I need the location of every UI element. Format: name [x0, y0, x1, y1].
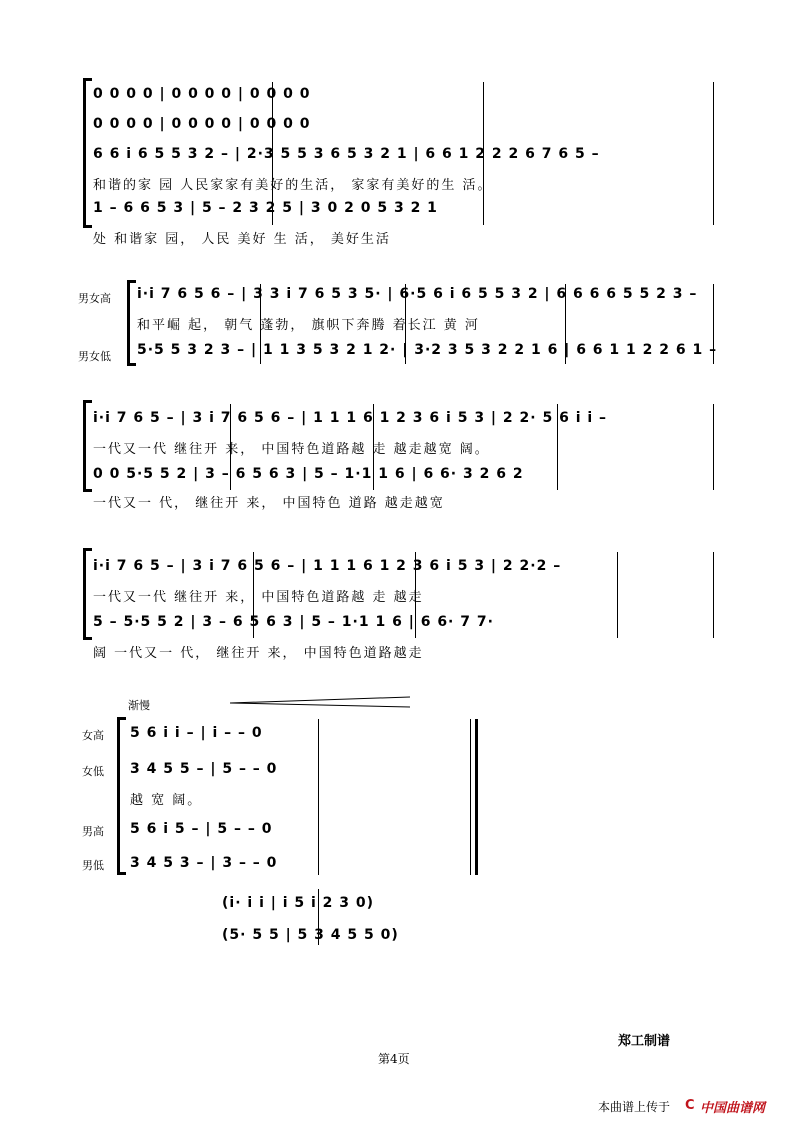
notes-row: 1 – 6 6 5 3 | 5 – 2 3 2 5 | 3 0 2 0 5 3 2 1 — [93, 200, 438, 216]
notes-row: 5 6 i i – | i – – 0 — [130, 725, 263, 741]
part-label: 男高 — [82, 825, 104, 838]
tempo-marking: 渐慢 — [128, 699, 150, 712]
notes-row: i·i 7 6 5 6 – | 3 3 i 7 6 5 3 5· | 6·5 6 i 6 5 5 3 2 | 6 6 6 6 5 5 2 3 – — [137, 286, 698, 302]
part-label: 男低 — [82, 859, 104, 872]
notes-row: 3 4 5 5 – | 5 – – 0 — [130, 761, 278, 777]
lyric-row: 处 和谐家 园， 人民 美好 生 活， 美好生活 — [93, 232, 391, 247]
lyric-row: 和谐的家 园 人民家家有美好的生活， 家家有美好的生 活。 — [93, 178, 493, 193]
score-system-3 — [0, 400, 792, 520]
accompaniment-row: (5· 5 5 | 5 3 4 5 5 0) — [222, 927, 399, 943]
upload-note: 本曲谱上传于 — [598, 1100, 671, 1114]
part-label: 女高 — [82, 729, 104, 742]
site-logo[interactable]: 中国曲谱网 — [700, 1101, 766, 1116]
lyric-row: 越 宽 阔。 — [130, 793, 203, 808]
lyric-row: 一代又一代 继往开 来， 中国特色道路越 走 越走 — [93, 590, 424, 605]
notes-row: i·i 7 6 5 – | 3 i 7 6 5 6 – | 1 1 1 6 1 2 3 6 i 5 3 | 2 2·2 – — [93, 558, 562, 574]
part-label: 男女低 — [78, 350, 111, 363]
part-label: 男女高 — [78, 292, 111, 305]
score-system-4 — [0, 548, 792, 668]
notes-row: 0 0 5·5 5 2 | 3 – 6 5 6 3 | 5 – 1·1 1 6 | 6 6· 3 2 6 2 — [93, 466, 524, 482]
notes-row: i·i 7 6 5 – | 3 i 7 6 5 6 – | 1 1 1 6 1 2 3 6 i 5 3 | 2 2· 5 6 i i – — [93, 410, 608, 426]
notes-row: 0 0 0 0 | 0 0 0 0 | 0 0 0 0 — [93, 116, 311, 132]
site-logo-icon: C — [685, 1098, 695, 1113]
page-number: 第4页 — [378, 1052, 410, 1066]
notes-row: 5·5 5 3 2 3 – | 1 1 3 5 3 2 1 2· | 3·2 3 5 3 2 2 1 6 | 6 6 1 1 2 2 6 1 – — [137, 342, 718, 358]
accompaniment-row: (i· i i | i 5 i 2 3 0) — [222, 895, 375, 911]
lyric-row: 一代又一代 继往开 来， 中国特色道路越 走 越走越宽 阔。 — [93, 442, 490, 457]
notes-row: 5 6 i 5 – | 5 – – 0 — [130, 821, 273, 837]
notes-row: 3 4 5 3 – | 3 – – 0 — [130, 855, 278, 871]
lyric-row: 和平崛 起， 朝气 蓬勃， 旗帜下奔腾 着长江 黄 河 — [137, 318, 480, 333]
notes-row: 6 6 i 6 5 5 3 2 – | 2·3 5 5 3 6 5 3 2 1 | 6 6 1 2 2 2 6 7 6 5 – — [93, 146, 600, 162]
notes-row: 0 0 0 0 | 0 0 0 0 | 0 0 0 0 — [93, 86, 311, 102]
score-system-1 — [0, 78, 792, 248]
part-label: 女低 — [82, 765, 104, 778]
lyric-row: 一代又一 代， 继往开 来， 中国特色 道路 越走越宽 — [93, 496, 445, 511]
notes-row: 5 – 5·5 5 2 | 3 – 6 5 6 3 | 5 – 1·1 1 6 | 6 6· 7 7· — [93, 614, 494, 630]
lyric-row: 阔 一代又一 代， 继往开 来， 中国特色道路越走 — [93, 646, 424, 661]
score-system-5 — [0, 695, 792, 955]
score-system-2 — [0, 276, 792, 376]
decrescendo-hairpin — [230, 695, 412, 709]
arranger-credit: 郑工制谱 — [618, 1034, 671, 1049]
